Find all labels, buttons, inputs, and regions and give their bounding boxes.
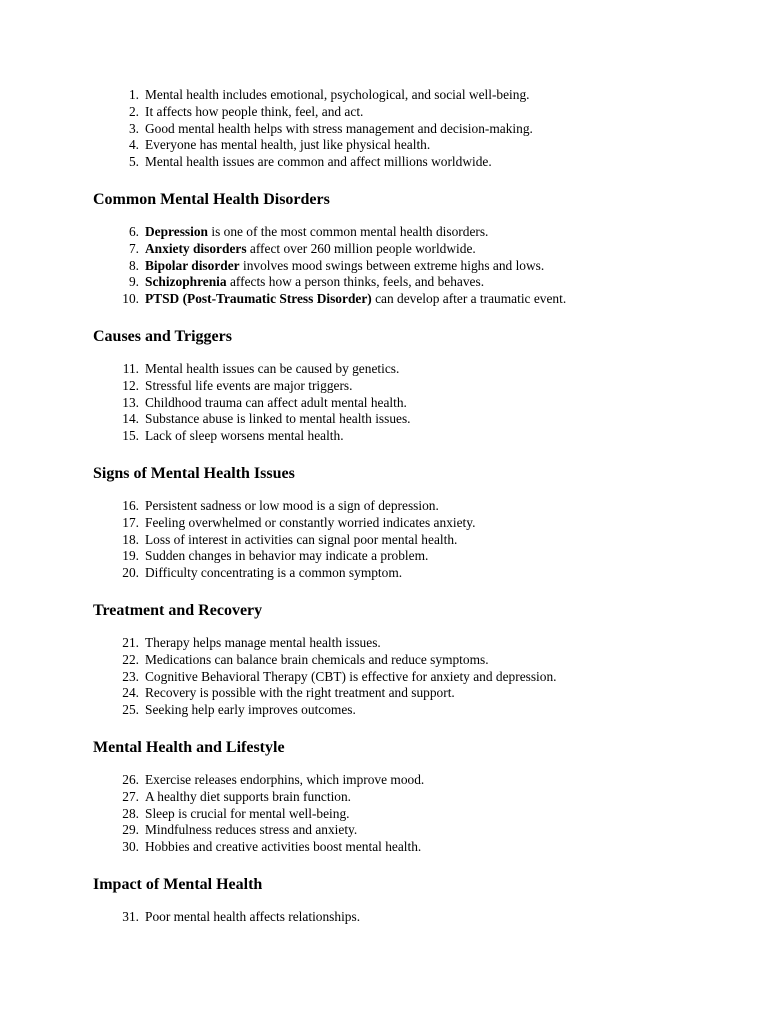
spacer [93, 171, 708, 189]
list-item [93, 137, 708, 154]
list-item-rest: Cognitive Behavioral Therapy (CBT) is effective for anxiety and depression. [145, 668, 557, 684]
list-item-number: 17. [122, 514, 139, 530]
list-item-text [139, 274, 484, 291]
list-item-number: 4. [128, 137, 139, 153]
list-item-number: 16. [122, 497, 139, 513]
list-item [93, 87, 708, 104]
numbered-list [93, 224, 708, 308]
numbered-list [93, 87, 708, 171]
list-item-text [139, 532, 457, 549]
list-item-number: 2. [128, 103, 139, 119]
list-item-rest: Exercise releases endorphins, which improve mood. [145, 771, 425, 787]
list-item-text [139, 515, 475, 532]
list-item-rest: Feeling overwhelmed or constantly worried indicates anxiety. [145, 514, 476, 530]
list-item-text [139, 104, 363, 121]
list-item-rest: affects how a person thinks, feels, and behaves. [226, 274, 485, 290]
list-item-text [139, 702, 356, 719]
list-item-number: 22. [122, 651, 139, 667]
list-item [93, 104, 708, 121]
list-item-text [139, 154, 492, 171]
list-item-rest: Difficulty concentrating is a common symptom. [145, 565, 403, 581]
list-item-text [139, 121, 533, 138]
section [93, 463, 708, 600]
spacer [93, 210, 708, 224]
section [93, 87, 708, 189]
list-item-text [139, 411, 411, 428]
list-item-number: 21. [122, 634, 139, 650]
list-item-number: 28. [122, 805, 139, 821]
list-item-text [139, 822, 357, 839]
list-item-number: 26. [122, 771, 139, 787]
list-item-text [139, 241, 476, 258]
spacer [93, 719, 708, 737]
list-item [93, 772, 708, 789]
list-item-bold-term: Anxiety disorders [145, 240, 247, 256]
list-item [93, 395, 708, 412]
list-item [93, 241, 708, 258]
section [93, 737, 708, 874]
list-item [93, 154, 708, 171]
list-item [93, 702, 708, 719]
list-item-rest: Childhood trauma can affect adult mental health. [145, 394, 407, 410]
list-item-number: 6. [128, 223, 139, 239]
list-item [93, 291, 708, 308]
list-item-rest: Mindfulness reduces stress and anxiety. [145, 822, 358, 838]
list-item-text [139, 565, 402, 582]
numbered-list [93, 498, 708, 582]
list-item-rest: involves mood swings between extreme highs and lows. [239, 257, 545, 273]
list-item-rest: Mental health issues are common and affect millions worldwide. [145, 154, 492, 170]
spacer [93, 308, 708, 326]
list-item-text [139, 909, 360, 926]
list-item-rest: is one of the most common mental health disorders. [208, 223, 489, 239]
list-item [93, 411, 708, 428]
list-item-rest: Poor mental health affects relationships. [145, 908, 361, 924]
section-heading: Treatment and Recovery [93, 601, 263, 619]
list-item-text [139, 635, 381, 652]
list-item-text [139, 87, 530, 104]
list-item-number: 23. [122, 668, 139, 684]
list-item-text [139, 258, 544, 275]
spacer [93, 895, 708, 909]
list-item-text [139, 772, 424, 789]
list-item-number: 31. [122, 908, 139, 924]
spacer [93, 445, 708, 463]
list-item [93, 498, 708, 515]
numbered-list [93, 772, 708, 856]
list-item-text [139, 498, 439, 515]
section-heading: Signs of Mental Health Issues [93, 464, 295, 482]
list-item-rest: Lack of sleep worsens mental health. [145, 428, 344, 444]
list-item-number: 18. [122, 531, 139, 547]
list-item-rest: Mental health issues can be caused by genetics. [145, 360, 400, 376]
section [93, 600, 708, 737]
list-item-rest: Mental health includes emotional, psychological, and social well-being. [145, 87, 530, 102]
list-item [93, 669, 708, 686]
list-item [93, 822, 708, 839]
list-item-number: 14. [122, 411, 139, 427]
list-item-rest: Sleep is crucial for mental well-being. [145, 805, 350, 821]
list-item [93, 806, 708, 823]
spacer [93, 484, 708, 498]
list-item [93, 428, 708, 445]
list-item-text [139, 378, 353, 395]
list-item-rest: Seeking help early improves outcomes. [145, 702, 356, 718]
section [93, 189, 708, 326]
list-item-number: 25. [122, 702, 139, 718]
section [93, 874, 708, 926]
list-item [93, 274, 708, 291]
list-item-rest: Medications can balance brain chemicals and reduce symptoms. [145, 651, 489, 667]
list-item-number: 11. [122, 360, 139, 376]
list-item-text [139, 652, 489, 669]
section [93, 326, 708, 463]
spacer [93, 856, 708, 874]
numbered-list [93, 909, 708, 926]
list-item-rest: Persistent sadness or low mood is a sign of depression. [145, 497, 439, 513]
list-item-number: 3. [128, 120, 139, 136]
list-item-number: 29. [122, 822, 139, 838]
list-item-bold-term: PTSD (Post-Traumatic Stress Disorder) [145, 291, 372, 307]
list-item-number: 20. [122, 565, 139, 581]
list-item [93, 909, 708, 926]
list-item-bold-term: Schizophrenia [145, 274, 227, 290]
list-item-number: 7. [128, 240, 139, 256]
section-heading: Causes and Triggers [93, 327, 232, 345]
list-item-number: 12. [122, 377, 139, 393]
list-item-rest: Recovery is possible with the right treatment and support. [145, 685, 455, 701]
list-item-rest: can develop after a traumatic event. [371, 291, 567, 307]
list-item [93, 635, 708, 652]
section-heading: Mental Health and Lifestyle [93, 738, 285, 756]
list-item-bold-term: Depression [145, 223, 208, 239]
list-item [93, 515, 708, 532]
section-heading: Impact of Mental Health [93, 875, 263, 893]
list-item-number: 9. [128, 274, 139, 290]
list-item-rest: It affects how people think, feel, and act. [145, 103, 364, 119]
list-item-number: 27. [122, 788, 139, 804]
numbered-list [93, 635, 708, 719]
list-item [93, 565, 708, 582]
list-item-rest: Sudden changes in behavior may indicate a problem. [145, 548, 429, 564]
list-item [93, 685, 708, 702]
list-item-number: 24. [122, 685, 139, 701]
list-item-rest: Loss of interest in activities can signal poor mental health. [145, 531, 458, 547]
list-item-text [139, 806, 350, 823]
list-item [93, 258, 708, 275]
list-item [93, 121, 708, 138]
list-item-text [139, 839, 421, 856]
list-item-number: 19. [122, 548, 139, 564]
list-item-number: 10. [122, 291, 139, 307]
list-item [93, 652, 708, 669]
list-item-rest: Hobbies and creative activities boost mental health. [145, 839, 422, 855]
list-item-text [139, 361, 399, 378]
list-item-rest: Everyone has mental health, just like physical health. [145, 137, 431, 153]
list-item-rest: Substance abuse is linked to mental health issues. [145, 411, 411, 427]
list-item [93, 789, 708, 806]
list-item-number: 15. [122, 428, 139, 444]
list-item [93, 839, 708, 856]
list-item-rest: affect over 260 million people worldwide. [246, 240, 476, 256]
list-item-text [139, 395, 407, 412]
list-item-text [139, 548, 428, 565]
list-item [93, 378, 708, 395]
list-item [93, 361, 708, 378]
list-item-number: 1. [128, 87, 139, 102]
section-heading: Common Mental Health Disorders [93, 190, 330, 208]
list-item [93, 224, 708, 241]
numbered-list [93, 361, 708, 445]
list-item-rest: Stressful life events are major triggers. [145, 377, 353, 393]
spacer [93, 347, 708, 361]
list-item-text [139, 685, 455, 702]
list-item-text [139, 291, 566, 308]
list-item-text [139, 137, 430, 154]
list-item-bold-term: Bipolar disorder [145, 257, 240, 273]
list-item-text [139, 428, 344, 445]
list-item-number: 5. [128, 154, 139, 170]
list-item-rest: A healthy diet supports brain function. [145, 788, 352, 804]
list-item [93, 532, 708, 549]
list-item-number: 8. [128, 257, 139, 273]
list-item-text [139, 789, 351, 806]
list-item-text [139, 224, 488, 241]
spacer [93, 621, 708, 635]
list-item [93, 548, 708, 565]
list-item-number: 30. [122, 839, 139, 855]
list-item-number: 13. [122, 394, 139, 410]
list-item-rest: Good mental health helps with stress management and decision-making. [145, 120, 533, 136]
list-item-rest: Therapy helps manage mental health issues. [145, 634, 381, 650]
spacer [93, 758, 708, 772]
list-item-text [139, 669, 557, 686]
spacer [93, 582, 708, 600]
